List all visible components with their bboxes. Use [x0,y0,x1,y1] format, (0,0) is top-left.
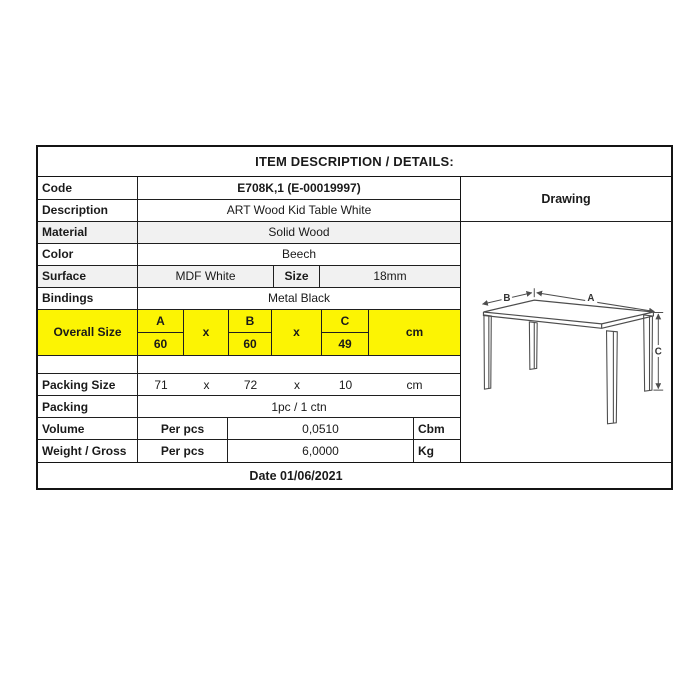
packing-size-label: Packing Size [38,374,138,395]
table-sketch [461,222,671,462]
row-description [38,200,460,222]
dim-label-a: A [587,292,595,304]
volume-value: 0,0510 [228,418,414,439]
overall-size-label: Overall Size [38,310,138,355]
description-value: ART Wood Kid Table White [226,203,372,218]
weight-unit: Kg [418,444,434,459]
overall-size-cells [138,310,460,355]
dim-a-name: A [138,310,183,333]
spacer-label-cell [38,356,138,373]
item-spec-table [36,145,673,490]
packing-size-x1: x [203,377,210,392]
material-label: Material [38,222,138,243]
surface-value: MDF White [138,266,274,287]
spacer-row [38,356,460,374]
bindings-label: Bindings [38,288,138,309]
volume-per: Per pcs [138,418,228,439]
surface-size-label: Size [274,266,320,287]
table-body [38,177,671,463]
surface-label: Surface [38,266,138,287]
packing-size-v1: 71 [154,377,168,392]
packing-size-v2: 72 [243,377,258,392]
surface-size-value: 18mm [373,269,407,284]
table-header-title: ITEM DESCRIPTION / DETAILS: [38,147,671,177]
weight-label: Weight / Gross [38,440,138,462]
bindings-value: Metal Black [267,291,331,306]
packing-size-values [138,374,460,395]
table-top [483,300,653,328]
description-label: Description [38,200,138,221]
row-code [38,177,460,200]
row-surface [38,266,460,288]
drawing-area [461,222,671,462]
weight-per: Per pcs [138,440,228,462]
dim-a-cell [138,310,184,355]
date-row: Date 01/06/2021 [249,468,343,483]
dim-a-value: 60 [153,336,168,351]
row-weight-gross [38,440,460,462]
volume-label: Volume [38,418,138,439]
volume-unit: Cbm [418,421,445,436]
dim-separator-2: x [272,310,322,355]
drawing-column [460,177,671,462]
packing-size-v3: 10 [338,377,353,392]
dim-c-cell [322,310,369,355]
dim-label-c: C [654,346,662,358]
color-label: Color [38,244,138,265]
drawing-title: Drawing [461,177,671,222]
weight-value: 6,0000 [228,440,414,462]
row-material [38,222,460,244]
color-value: Beech [281,247,317,262]
dim-b-name: B [229,310,271,333]
spacer-value-cell [138,356,460,373]
dim-b-cell [229,310,272,355]
overall-size-unit: cm [405,325,424,340]
code-label: Code [38,177,138,199]
dim-separator-1: x [184,310,229,355]
material-value: Solid Wood [268,225,330,240]
row-packing [38,396,460,418]
packing-size-x2: x [294,377,300,392]
dim-c-value: 49 [338,336,352,351]
packing-label: Packing [38,396,138,417]
table-legs [484,315,652,424]
dim-c-name: C [322,310,368,333]
packing-size-unit: cm [406,377,423,392]
code-value: E708K,1 (E-00019997) [237,180,361,195]
packing-value: 1pc / 1 ctn [271,399,327,414]
spec-rows [38,177,460,462]
dim-b-value: 60 [243,336,257,351]
row-overall-size [38,310,460,356]
row-bindings [38,288,460,310]
row-color [38,244,460,266]
row-packing-size [38,374,460,396]
row-volume [38,418,460,440]
dim-label-b: B [503,292,511,304]
